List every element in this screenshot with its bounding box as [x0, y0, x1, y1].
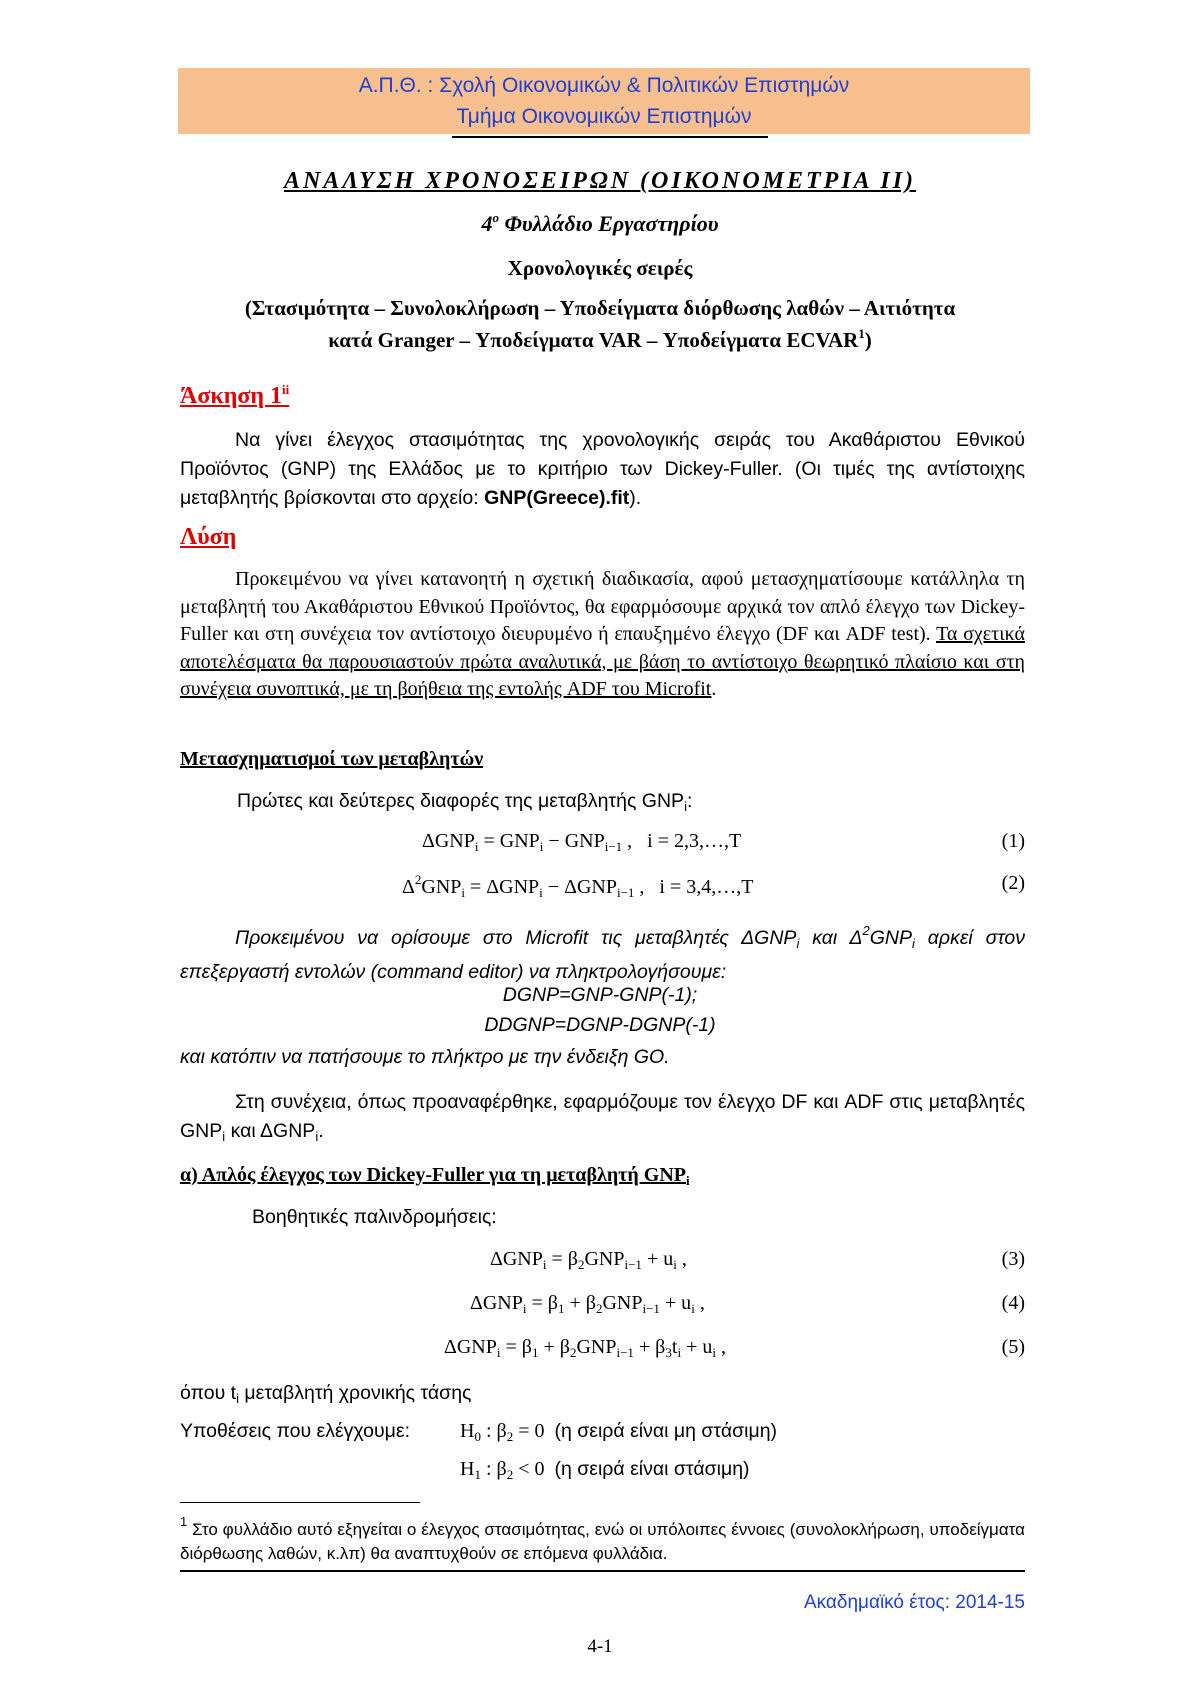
aux-regressions-label: Βοηθητικές παλινδρομήσεις: — [252, 1206, 497, 1228]
transform-intro: Πρώτες και δεύτερες διαφορές της μεταβλητής $GNP_i$: — [237, 790, 693, 814]
equation-2-number: (2) — [1001, 872, 1025, 894]
command-1: DGNP=GNP-GNP(-1); — [502, 984, 698, 1006]
equation-1: $\Delta GNP_i = GNP_i - GNP_{i-1}$ , i = 2,3,…,T — [422, 830, 742, 854]
hypothesis-h1: $H_1$ : $\beta_2 < 0$ (η σειρά είναι στάσιμη) — [460, 1458, 750, 1482]
exercise-heading: Άσκηση 1$^{ii}$ — [180, 382, 290, 409]
equation-3-number: (3) — [1001, 1248, 1025, 1270]
worksheet-subtitle: $4^o$ Φυλλάδιο Εργαστηρίου — [481, 210, 719, 236]
header-university: Α.Π.Θ. : Σχολή Οικονομικών & Πολιτικών Επιστημών — [358, 74, 850, 97]
topic-title: Χρονολογικές σειρές — [507, 256, 693, 280]
command-2: DDGNP=DGNP-DGNP(-1) — [484, 1014, 716, 1036]
institution-header — [178, 68, 1030, 134]
equation-1-number: (1) — [1001, 830, 1025, 852]
equation-3: $\Delta GNP_i = \beta_2GNP_{i-1} + u_i$ , — [490, 1248, 687, 1272]
trend-definition: όπου $t_i$ μεταβλητή χρονικής τάσης — [180, 1382, 472, 1406]
section-a-heading: α) Απλός έλεγχος των Dickey-Fuller για τη μεταβλητή $GNP_i$ — [180, 1164, 690, 1188]
continue-text: Στη συνέχεια, όπως προαναφέρθηκε, εφαρμόζουμε τον έλεγχο DF και ADF στις μεταβλητές $GNP_i$ και $\Delta GNP_i$. — [180, 1091, 1025, 1144]
topics-list-line2: κατά Granger – Υποδείγματα VAR – Υποδείγματα ECVAR$^1$) — [328, 326, 872, 352]
equation-2: $\Delta^2GNP_i = \Delta GNP_i - \Delta GNP_{i-1}$ , i = 3,4,…,T — [402, 872, 754, 900]
hypothesis-h0: $H_0$ : $\beta_2 = 0$ (η σειρά είναι μη στάσιμη) — [460, 1420, 778, 1444]
transform-heading: Μετασχηματισμοί των μεταβλητών — [180, 748, 484, 770]
solution-text: Προκειμένου να γίνει κατανοητή η σχετική διαδικασία, αφού μετασχηματίσουμε κατάλληλα τη μεταβλητή του Ακαθάριστου Εθνικού Προϊόντος, θα εφαρμόσουμε αρχικά τον απλό έλεγχο των Dickey-Fuller και στη συνέχεια τον αντίστοιχο διευρυμένο ή επαυξημένο έλεγχο (DF και ADF test). Τα σχετικά αποτελέσματα θα παρουσιαστούν πρώτα αναλυτικά, με βάση το αντίστοιχο θεωρητικό πλαίσιο και στη συνέχεια συνοπτικά, με τη βοήθεια της εντολής ADF του Microfit. — [180, 568, 1025, 700]
equation-5-number: (5) — [1001, 1336, 1025, 1358]
solution-heading: Λύση — [180, 524, 237, 550]
footnote-divider — [180, 1502, 420, 1503]
equation-4-number: (4) — [1001, 1292, 1025, 1314]
microfit-instructions: Προκειμένου να ορίσουμε στο Microfit τις μεταβλητές $\Delta GNP_i$ και $\Delta^2GNP_i$ αρκεί στον επεξεργαστή εντολών (command editor) να πληκτρολογήσουμε: — [180, 923, 1025, 983]
header-divider — [452, 136, 768, 138]
document-title: ΑΝΑΛΥΣΗ ΧΡΟΝΟΣΕΙΡΩΝ (ΟΙΚΟΝΟΜΕΤΡΙΑ ΙΙ) — [283, 168, 917, 194]
after-commands-text: και κατόπιν να πατήσουμε το πλήκτρο με την ένδειξη GO. — [180, 1046, 670, 1068]
topics-list-line1: (Στασιμότητα – Συνολοκλήρωση – Υποδείγματα διόρθωσης λαθών – Αιτιότητα — [244, 296, 956, 320]
academic-year: Ακαδημαϊκό έτος: 2014-15 — [803, 1592, 1025, 1613]
exercise-text: Να γίνει έλεγχος στασιμότητας της χρονολογικής σειράς του Ακαθάριστου Εθνικού Προϊόντος (GNP) της Ελλάδος με το κριτήριο των Dickey-Fuller. (Οι τιμές της αντίστοιχης μεταβλητής βρίσκονται στο αρχείο: GNP(Greece).fit). — [180, 429, 1025, 509]
equation-4: $\Delta GNP_i = \beta_1 + \beta_2GNP_{i-1} + u_i$ , — [470, 1292, 705, 1316]
footer-divider — [180, 1570, 1025, 1572]
equation-5: $\Delta GNP_i = \beta_1 + \beta_2GNP_{i-1} + \beta_3t_i + u_i$ , — [444, 1336, 726, 1360]
header-department: Τμήμα Οικονομικών Επιστημών — [456, 105, 752, 128]
page-number: 4-1 — [587, 1636, 613, 1657]
hypotheses-label: Υποθέσεις που ελέγχουμε: — [180, 1420, 411, 1442]
footnote: $^1$ Στο φυλλάδιο αυτό εξηγείται ο έλεγχος στασιμότητας, ενώ οι υπόλοιπες έννοιες (συνολοκλήρωση, υποδείγματα διόρθωσης λαθών, κ.λπ) θα αναπτυχθούν σε επόμενα φυλλάδια. — [180, 1514, 1025, 1563]
